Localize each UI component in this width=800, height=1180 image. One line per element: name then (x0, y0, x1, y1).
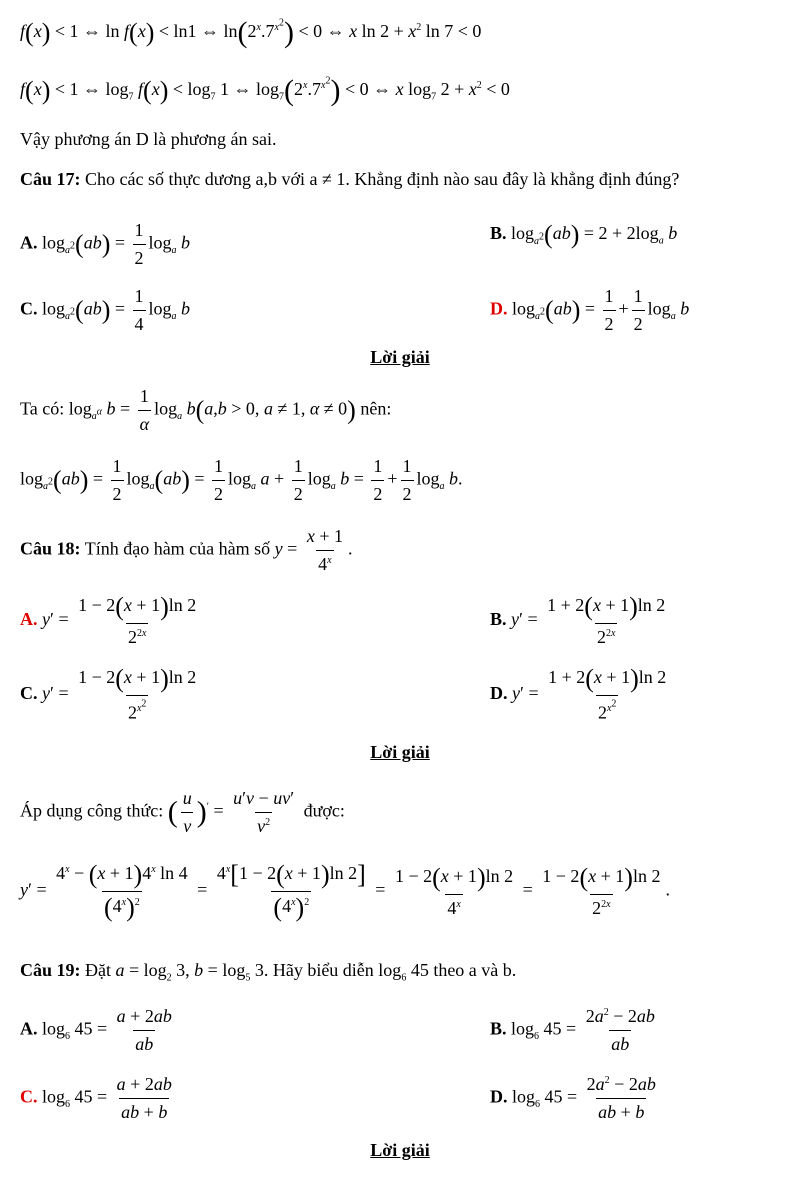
solution-intro: Ta có: (20, 398, 65, 419)
solution-line-1: Áp dụng công thức: ( $\frac{u}{v}$ )′ = $\frac{u'v - uv'}{v^2}$ được: (20, 788, 345, 836)
question-text: theo a và b. (433, 960, 517, 980)
option-d: D. $\log_{a^2}(ab)$ = $\frac{1}{2}$ + $\frac{1}{2}$ $\log_a b$ (490, 286, 690, 334)
solution-line-2: y′ = $\frac{4^x - (x + 1)4^x \ln 4}{(4^x)^2}$ = $\frac{4^x[1 - 2(x + 1)\ln 2]}{(4^x)^2}$ = $\frac{1 - 2(x + 1)\ln 2}{4^x}$ = $\frac{1 - 2(x + 1)\ln 2}{2^{2x}}$ . (20, 860, 670, 922)
equation-log7: f(x) < 1 ⇔ $\log_7 f(x) < \log_7 1$ ⇔ $\log_7(2^x.7^{x^2}) < 0$ ⇔ x $\log_7 2 + x^2 < 0$ (20, 74, 510, 107)
solution-tail: nên: (360, 398, 392, 419)
solution-header: Lời giải (370, 742, 430, 762)
equation-ln: f(x) < 1 ⇔ ln f(x) < ln1 ⇔ $\ln(2^x.7^{x^2}) < 0$ ⇔ x $\ln 2 + x^2$ ln 7 < 0 (20, 16, 482, 49)
option-b: B. y′ = $\frac{1 + 2(x + 1)\ln 2}{2^{2x}}$ (490, 592, 666, 647)
option-a: A. $\log_6 45$ = $\frac{a + 2ab}{ab}$ (20, 1006, 172, 1054)
question-text: . Hãy biểu diễn (263, 960, 374, 980)
option-letter: A. (20, 232, 38, 253)
question-label: Câu 18: (20, 538, 81, 559)
option-letter: B. (490, 223, 507, 244)
option-letter: C. (20, 682, 38, 703)
option-d: D. $\log_6 45$ = $\frac{2a^2 - 2ab}{ab + b}$ (490, 1074, 656, 1122)
option-d: D. y′ = $\frac{1 + 2(x + 1)\ln 2}{2^{x^2}}$ (490, 664, 667, 723)
question-text: Tính đạo hàm của hàm số (84, 538, 271, 559)
solution-header: Lời giải (370, 347, 430, 367)
option-letter: B. (490, 1018, 507, 1039)
conclusion-text: Vậy phương án D là phương án sai. (20, 129, 277, 149)
option-c: C. y′ = $\frac{1 - 2(x + 1)\ln 2}{2^{x^2}}$ (20, 664, 197, 723)
option-letter: A. (20, 1018, 38, 1039)
option-a: A. $\log_{a^2}(ab)$ = $\frac{1}{2}$ $\log_a b$ (20, 220, 191, 268)
question-19: Câu 19: Đặt $a = \log_2 3$, $b = \log_5 3$. Hãy biểu diễn $\log_6 45$ theo a và b. (20, 960, 517, 984)
option-letter: D. (490, 682, 508, 703)
question-18: Câu 18: Tính đạo hàm của hàm số y = $\frac{x + 1}{4^x}$ . (20, 526, 353, 574)
solution-intro: Áp dụng công thức: (20, 800, 164, 821)
solution-tail: được: (303, 800, 345, 821)
option-letter: B. (490, 609, 507, 630)
option-b: B. $\log_6 45$ = $\frac{2a^2 - 2ab}{ab}$ (490, 1006, 655, 1054)
question-17 (20, 170, 679, 188)
option-a: A. y′ = $\frac{1 - 2(x + 1)\ln 2}{2^{2x}}$ (20, 592, 197, 647)
option-b: B. $\log_{a^2}(ab) = 2 + 2\log_a$ b (490, 220, 678, 249)
option-letter: D. (490, 1086, 508, 1107)
solution-line-1: Ta có: $\log_{a^\alpha} b$ = $\frac{1}{\alpha}$ $\log_a b(a,b > 0$, a ≠ 1, α ≠ 0) nên: (20, 386, 392, 434)
option-letter-correct: C. (20, 1086, 38, 1107)
solution-line-2: $\log_{a^2}(ab)$ = $\frac{1}{2}$ $\log_a(ab)$ = $\frac{1}{2}$ $\log_a a$ + $\frac{1}{2}$ $\log_a b$ = $\frac{1}{2}$ + $\frac{1}{2}$ $\log_a b$. (20, 456, 463, 504)
question-text: Cho các số thực dương a,b với a ≠ 1. Khẳng định nào sau đây là khẳng định đúng? (85, 169, 680, 189)
question-text: Đặt (85, 960, 112, 980)
option-c: C. $\log_{a^2}(ab)$ = $\frac{1}{4}$ $\log_a b$ (20, 286, 191, 334)
option-c: C. $\log_6 45$ = $\frac{a + 2ab}{ab + b}$ (20, 1074, 172, 1122)
option-letter: C. (20, 298, 38, 319)
question-label: Câu 19: (20, 960, 81, 980)
solution-header: Lời giải (370, 1140, 430, 1160)
question-label: Câu 17: (20, 169, 81, 189)
option-letter-correct: A. (20, 609, 38, 630)
option-letter-correct: D. (490, 298, 508, 319)
